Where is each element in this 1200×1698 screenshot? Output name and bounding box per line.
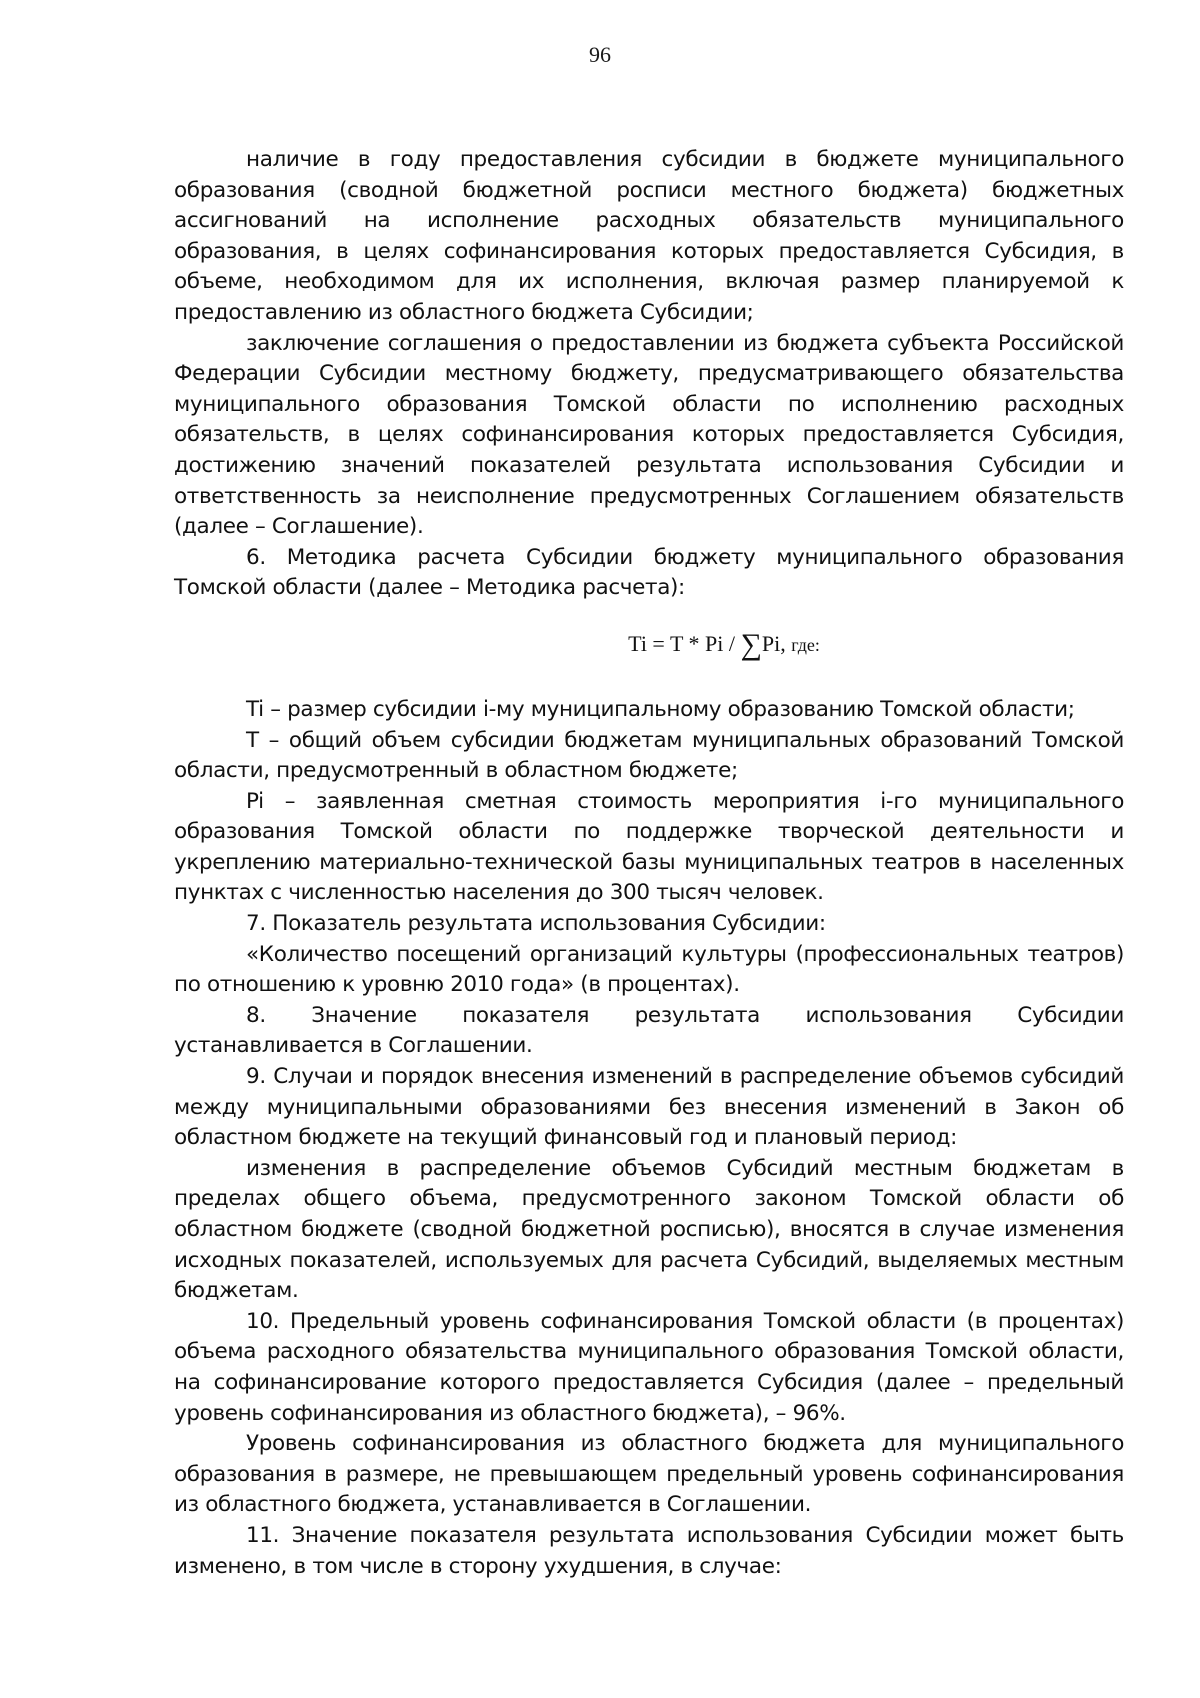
paragraph: заключение соглашения о предоставлении из бюджета субъекта Российской Федерации Субсидии местному бюджету, предусматривающего обязательства муниципального образования Томской области по исполнению расходных обязательств, в целях софинансирования которых предоставляется Субсидия, достижению значений показателей результата использования Субсидии и ответственность за неисполнение предусмотренных Соглашением обязательств (далее – Соглашение).	[174, 330, 1124, 540]
sum-symbol: ∑	[740, 627, 762, 661]
page-number: 96	[589, 42, 611, 67]
paragraph: Ti – размер субсидии i-му муниципальному образованию Томской области;	[246, 696, 1075, 722]
paragraph: 11. Значение показателя результата использования Субсидии может быть изменено, в том числе в сторону ухудшения, в случае:	[174, 1522, 1124, 1579]
formula-lhs: Ti = T * Pi /	[628, 630, 741, 656]
paragraph: 9. Случаи и порядок внесения изменений в распределение объемов субсидий между муниципальными образованиями без внесения изменений в Закон об областном бюджете на текущий финансовый год и плановый период:	[174, 1064, 1124, 1151]
document-body	[174, 145, 1124, 1582]
paragraph: 8. Значение показателя результата использования Субсидии устанавливается в Соглашении.	[174, 1002, 1124, 1059]
formula-suffix: где:	[791, 634, 820, 655]
paragraph: T – общий объем субсидии бюджетам муниципальных образований Томской области, предусмотренный в областном бюджете;	[174, 727, 1124, 784]
paragraph: Уровень софинансирования из областного бюджета для муниципального образования в размере, не превышающем предельный уровень софинансирования из областного бюджета, устанавливается в Соглашении.	[174, 1431, 1124, 1518]
formula-rhs: Pi,	[761, 630, 792, 656]
paragraph: 6. Методика расчета Субсидии бюджету муниципального образования Томской области (далее – Методика расчета):	[174, 544, 1124, 601]
paragraph: 7. Показатель результата использования Субсидии:	[246, 911, 826, 937]
paragraph: наличие в году предоставления субсидии в бюджете муниципального образования (сводной бюджетной росписи местного бюджета) бюджетных ассигнований на исполнение расходных обязательств муниципального образования, в целях софинансирования которых предоставляется Субсидия, в объеме, необходимом для их исполнения, включая размер планируемой к предоставлению из областного бюджета Субсидии;	[174, 147, 1124, 325]
paragraph: 10. Предельный уровень софинансирования Томской области (в процентах) объема расходного обязательства муниципального образования Томской области, на софинансирование которого предоставляется Субсидия (далее – предельный уровень софинансирования из областного бюджета), – 96%.	[174, 1308, 1124, 1426]
subsidy-formula	[174, 624, 1124, 665]
paragraph: изменения в распределение объемов Субсидий местным бюджетам в пределах общего объема, предусмотренного законом Томской области об областном бюджете (сводной бюджетной росписью), вносятся в случае изменения исходных показателей, используемых для расчета Субсидий, выделяемых местным бюджетам.	[174, 1155, 1124, 1304]
paragraph: Pi – заявленная сметная стоимость мероприятия i-го муниципального образования Томской области по поддержке творческой деятельности и укреплению материально-технической базы муниципальных театров в населенных пунктах с численностью населения до 300 тысяч человек.	[174, 788, 1124, 906]
paragraph: «Количество посещений организаций культуры (профессиональных театров) по отношению к уровню 2010 года» (в процентах).	[174, 941, 1124, 998]
